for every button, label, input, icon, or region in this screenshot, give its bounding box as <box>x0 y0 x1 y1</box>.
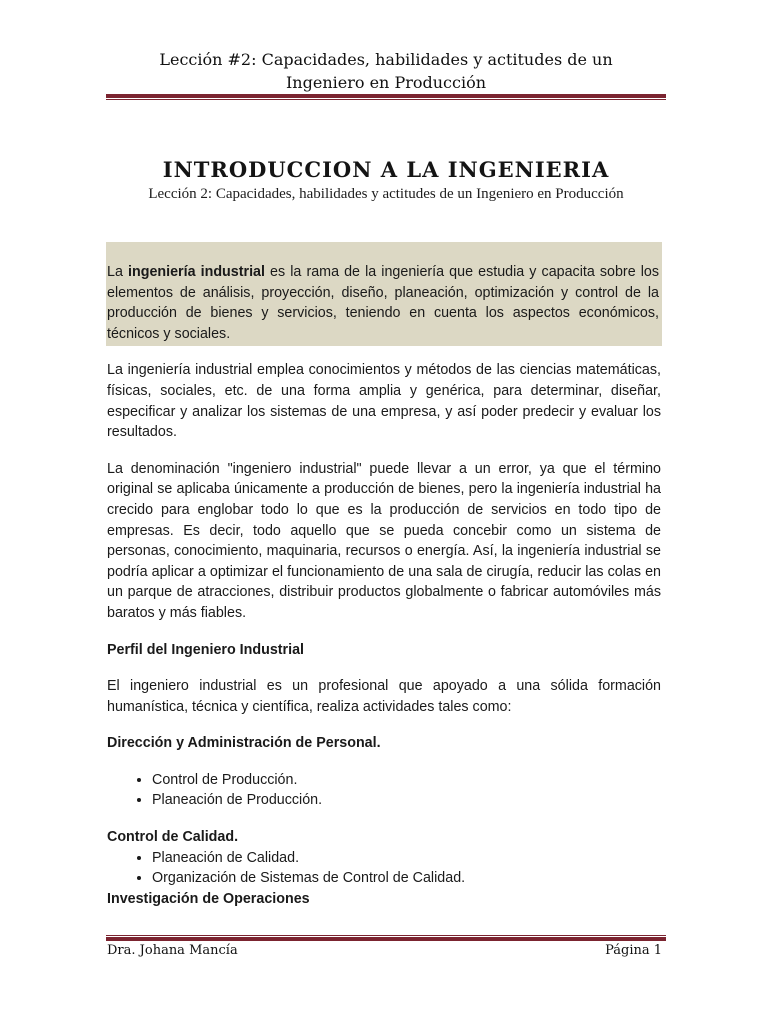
page-header <box>106 48 666 94</box>
document-body <box>107 262 661 909</box>
list-quality <box>107 848 661 889</box>
profile-paragraph: El ingeniero industrial es un profesional que apoyado a una sólida formación humanística, técnica y científica, realiza actividades tales como: <box>107 678 661 715</box>
footer-author: Dra. Johana Mancía <box>107 943 238 958</box>
header-line-2: Ingeniero en Producción <box>285 73 487 92</box>
profile-heading: Perfil del Ingeniero Industrial <box>107 641 305 658</box>
header-divider <box>106 94 666 100</box>
section-heading-quality: Control de Calidad. <box>107 829 239 846</box>
list-item: • Control de Producción. <box>152 770 661 791</box>
paragraph-methods: La ingeniería industrial emplea conocimientos y métodos de las ciencias matemáticas, físicas, sociales, etc. de una forma amplia y genérica, para determinar, diseñar, especificar y analizar los sistemas de una empresa, y así poder predecir y evaluar los resultados. <box>107 362 661 441</box>
intro-rest: es la rama de la ingeniería que estudia y capacita sobre los elementos de análisis, proyección, diseño, planeación, optimización y control de la producción de bienes y servicios, teniendo en cuenta los aspectos económicos, técnicos y sociales. <box>107 264 660 342</box>
section-heading-personal: Dirección y Administración de Personal. <box>107 735 381 752</box>
list-item: • Organización de Sistemas de Control de Calidad. <box>152 868 661 889</box>
list-item: • Planeación de Calidad. <box>152 848 661 869</box>
document-subtitle: Lección 2: Capacidades, habilidades y actitudes de un Ingeniero en Producción <box>148 186 624 202</box>
document-title: INTRODUCCION A LA INGENIERIA <box>162 157 610 182</box>
footer-page-number: Página 1 <box>605 943 662 958</box>
paragraph-denomination: La denominación "ingeniero industrial" puede llevar a un error, ya que el término original se aplicaba únicamente a producción de bienes, pero la ingeniería industrial ha crecido para englobar todo lo que es la producción de servicios en todo tipo de empresas. Es decir, todo aquello que se pueda concebir como un sistema de personas, conocimiento, maquinaria, recursos o energía. Así, la ingeniería industrial se podría aplicar a optimizar el funcionamiento de una sala de cirugía, reducir las colas en un parque de atracciones, distribuir productos globalmente o fabricar automóviles más baratos y más fiables. <box>107 460 661 621</box>
intro-lead: La <box>107 264 128 280</box>
footer-divider <box>106 935 666 941</box>
intro-paragraph <box>107 262 661 344</box>
section-heading-operations: Investigación de Operaciones <box>107 890 310 907</box>
list-item: • Planeación de Producción. <box>152 790 661 811</box>
list-personal <box>107 770 661 811</box>
intro-bold-term: ingeniería industrial <box>128 264 265 280</box>
header-line-1: Lección #2: Capacidades, habilidades y actitudes de un <box>159 50 613 69</box>
